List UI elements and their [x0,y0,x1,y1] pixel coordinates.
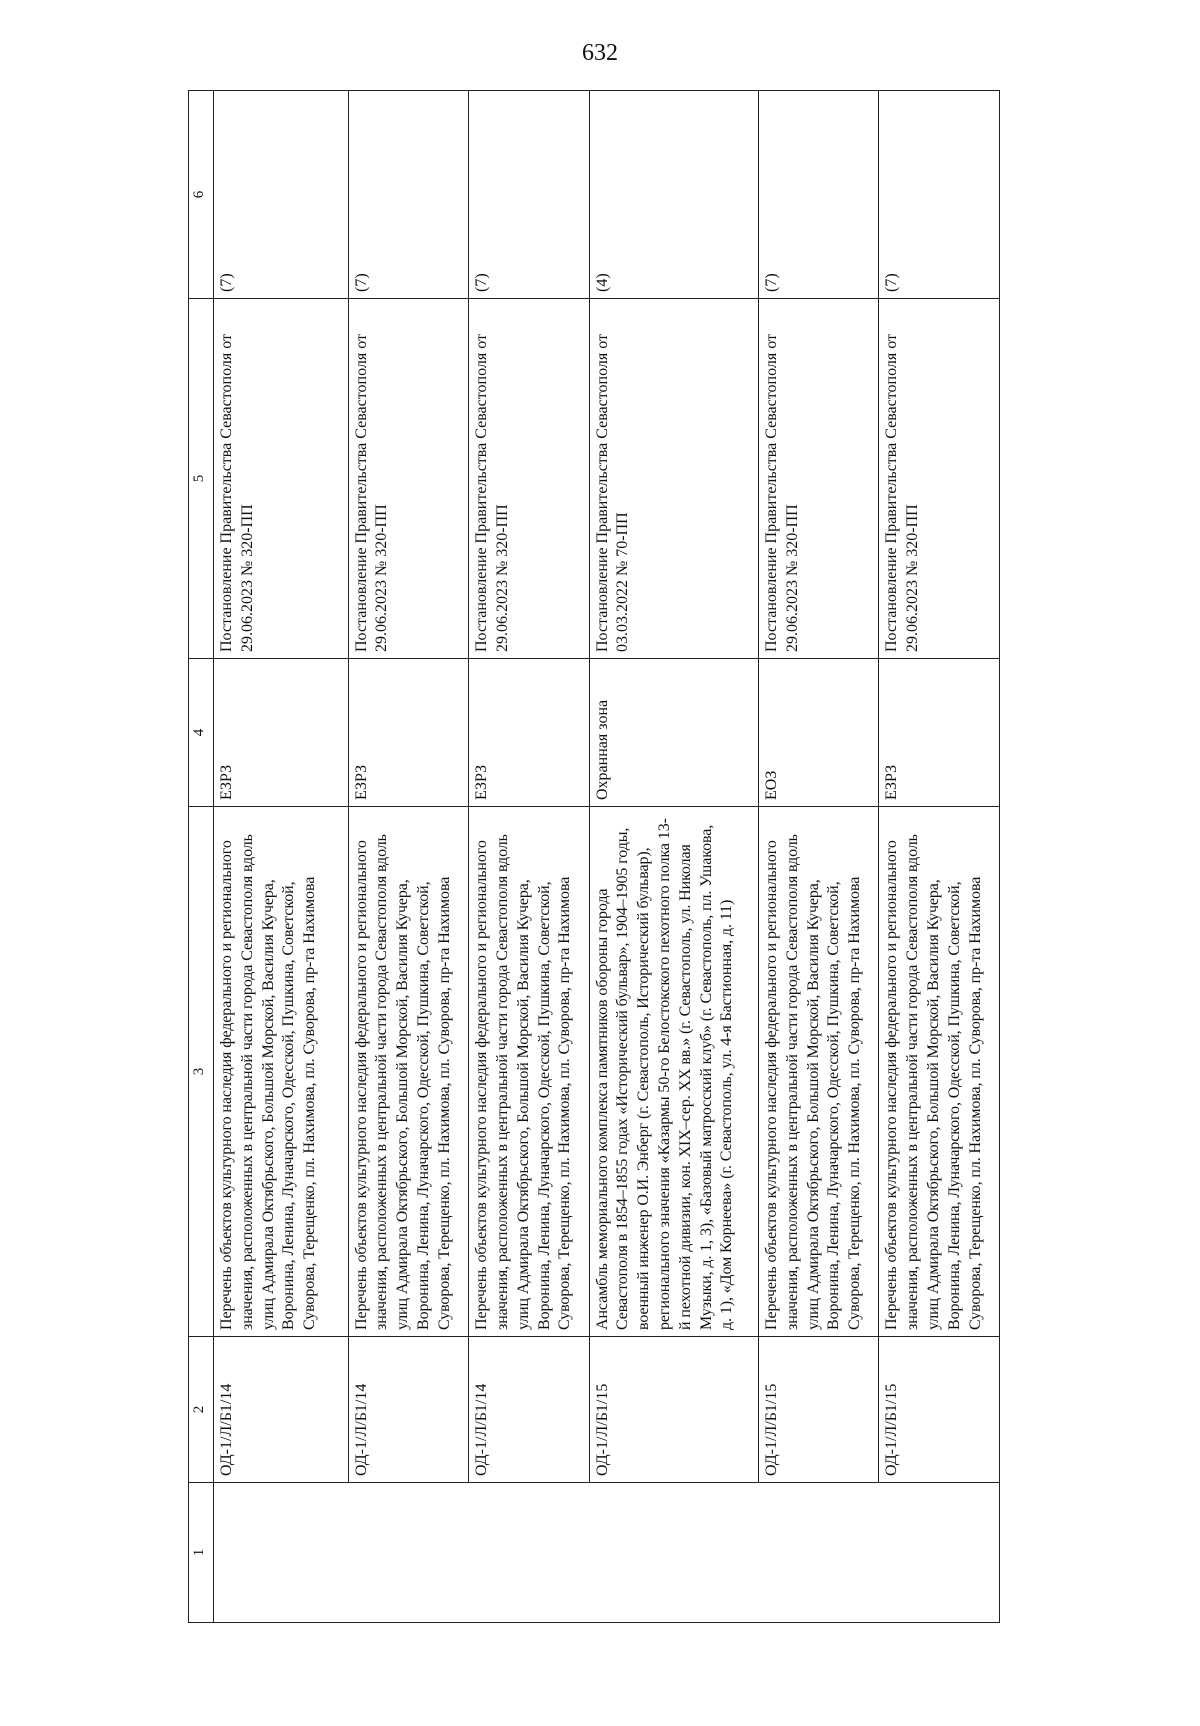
object-description-cell: Перечень объектов культурного наследия федерального и регионального значения, расположенных в центральной части города Севастополя вдоль улиц Адмирала Октябрьского, Большой Морской, Василия Кучера, Воронина, Ленина, Луначарского, Одесской, Пушкина, Советской, Суворова, Терещенко, пл. Нахимова, пл. Суворова, пр-та Нахимова [348,807,468,1337]
table-row [589,91,758,1623]
column-header-4: 4 [189,659,214,807]
zone-code-cell: ОД-1/Л/Б1/14 [214,1337,349,1483]
object-description-cell: Перечень объектов культурного наследия федерального и регионального значения, расположенных в центральной части города Севастополя вдоль улиц Адмирала Октябрьского, Большой Морской, Василия Кучера, Воронина, Ленина, Луначарского, Одесской, Пушкина, Советской, Суворова, Терещенко, пл. Нахимова, пл. Суворова, пр-та Нахимова [879,807,1000,1337]
zone-code-cell: ОД-1/Л/Б1/15 [758,1337,878,1483]
object-description-cell: Перечень объектов культурного наследия федерального и регионального значения, расположенных в центральной части города Севастополя вдоль улиц Адмирала Октябрьского, Большой Морской, Василия Кучера, Воронина, Ленина, Луначарского, Одесской, Пушкина, Советской, Суворова, Терещенко, пл. Нахимова, пл. Суворова, пр-та Нахимова [758,807,878,1337]
table-row [214,91,349,1623]
zone-type-cell: ЕЗРЗ [469,659,589,807]
column-header-6: 6 [189,91,214,299]
zone-type-cell: ЕЗРЗ [214,659,349,807]
note-cell: (7) [214,91,349,299]
table-row [879,91,1000,1623]
note-cell: (7) [469,91,589,299]
legal-document-cell: Постановление Правительства Севастополя от 29.06.2023 № 320-ПП [214,299,349,659]
column-header-3: 3 [189,807,214,1337]
column-header-5: 5 [189,299,214,659]
note-cell: (7) [348,91,468,299]
zone-code-cell: ОД-1/Л/Б1/15 [589,1337,758,1483]
column-header-2: 2 [189,1337,214,1483]
table-row [469,91,589,1623]
rotated-table-container [188,91,1000,1623]
zone-type-cell: ЕЗРЗ [348,659,468,807]
zone-code-cell: ОД-1/Л/Б1/14 [469,1337,589,1483]
object-description-cell: Перечень объектов культурного наследия федерального и регионального значения, расположенных в центральной части города Севастополя вдоль улиц Адмирала Октябрьского, Большой Морской, Василия Кучера, Воронина, Ленина, Луначарского, Одесской, Пушкина, Советской, Суворова, Терещенко, пл. Нахимова, пл. Суворова, пр-та Нахимова [469,807,589,1337]
note-cell: (7) [879,91,1000,299]
zone-type-cell: ЕОЗ [758,659,878,807]
zone-code-cell: ОД-1/Л/Б1/15 [879,1337,1000,1483]
column-1-cell [214,1483,1000,1623]
object-description-cell: Перечень объектов культурного наследия федерального и регионального значения, расположенных в центральной части города Севастополя вдоль улиц Адмирала Октябрьского, Большой Морской, Василия Кучера, Воронина, Ленина, Луначарского, Одесской, Пушкина, Советской, Суворова, Терещенко, пл. Нахимова, пл. Суворова, пр-та Нахимова [214,807,349,1337]
object-description-cell: Ансамбль мемориального комплекса памятников обороны города Севастополя в 1854–1855 годах «Исторический бульвар», 1904–1905 годы, военный инженер О.И. Энберг (г. Севастополь, Исторический бульвар), регионального значения «Казармы 50-го Белостокского пехотного полка 13-й пехотной дивизии, кон. XIX–сер. XX вв.» (г. Севастополь, ул. Николая Музыки, д. 1, 3), «Базовый матросский клуб» (г. Севастополь, пл. Ушакова, д. 1), «Дом Корнеева» (г. Севастополь, ул. 4-я Бастионная, д. 11) [589,807,758,1337]
legal-document-cell: Постановление Правительства Севастополя от 03.03.2022 № 70-ПП [589,299,758,659]
table-row [348,91,468,1623]
legal-document-cell: Постановление Правительства Севастополя от 29.06.2023 № 320-ПП [879,299,1000,659]
zones-table [188,90,1000,1623]
legal-document-cell: Постановление Правительства Севастополя от 29.06.2023 № 320-ПП [469,299,589,659]
note-cell: (7) [758,91,878,299]
column-header-1: 1 [189,1483,214,1623]
zone-type-cell: ЕЗРЗ [879,659,1000,807]
legal-document-cell: Постановление Правительства Севастополя от 29.06.2023 № 320-ПП [758,299,878,659]
note-cell: (4) [589,91,758,299]
page-number: 632 [582,40,618,66]
zone-type-cell: Охранная зона [589,659,758,807]
zone-code-cell: ОД-1/Л/Б1/14 [348,1337,468,1483]
table-row [758,91,878,1623]
header-row [189,91,214,1623]
legal-document-cell: Постановление Правительства Севастополя от 29.06.2023 № 320-ПП [348,299,468,659]
